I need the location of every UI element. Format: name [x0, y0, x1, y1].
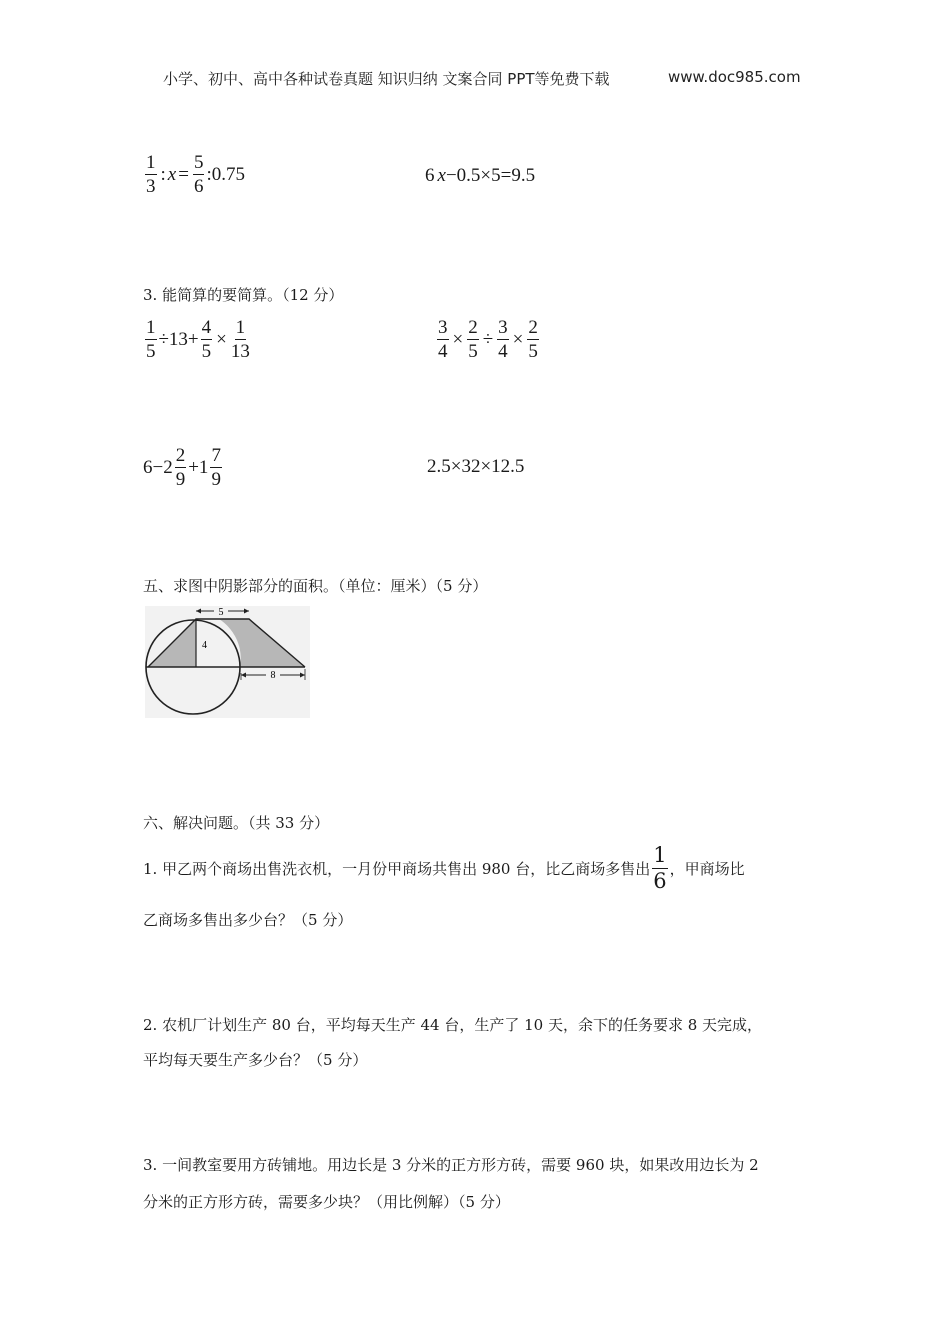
expression-4: 2.5×32×12.5: [427, 456, 525, 477]
fraction: $\frac{7}{9}$: [211, 445, 221, 490]
equation-2: 6 x −0.5×5=9.5: [425, 165, 536, 186]
fraction: $\frac{3}{4}$: [498, 317, 508, 362]
question-2-line-2: 平均每天要生产多少台？（5 分）: [143, 1051, 368, 1069]
height-label: 4: [202, 640, 207, 651]
header-website: www.doc985.com: [668, 68, 801, 86]
question-3-line-1: 3. 一间教室要用方砖铺地。用边长是 3 分米的正方形方砖，需要 960 块，如果改用边长为 2: [143, 1156, 759, 1174]
expression-3: 6−2 $\frac{2}{9}$ +1 $\frac{7}{9}$: [143, 445, 221, 490]
question-1-line-1: 1. 甲乙两个商场出售洗衣机，一月份甲商场共售出 980 台，比乙商场多售出 $\frac{1}{6}$ ，甲商场比: [143, 843, 745, 893]
fraction: $\frac{1}{13}$: [230, 317, 250, 362]
bottom-dimension-label: 8: [270, 670, 276, 681]
fraction: $\frac{3}{4}$: [438, 317, 448, 362]
section-3-title: 3. 能简算的要简算。（12 分）: [143, 286, 344, 304]
question-3-line-2: 分米的正方形方砖，需要多少块？（用比例解）（5 分）: [143, 1193, 510, 1211]
fraction: $\frac{2}{9}$: [175, 445, 186, 490]
fraction: $\frac{2}{5}$: [468, 317, 478, 362]
equation-1: $\frac{1}{3}$ : x = $\frac{5}{6}$ :0.75: [146, 152, 245, 197]
header-left-text: 小学、初中、高中各种试卷真题 知识归纳 文案合同 PPT等免费下载: [163, 70, 610, 88]
fraction: $\frac{4}{5}$: [201, 317, 212, 362]
expression-2: $\frac{3}{4}$ × $\frac{2}{5}$ ÷ $\frac{3}{4}$ × $\frac{2}{5}$: [438, 317, 538, 362]
fraction: $\frac{5}{6}$: [193, 152, 204, 197]
section-6-title: 六、解决问题。（共 33 分）: [143, 814, 330, 832]
question-2-line-1: 2. 农机厂计划生产 80 台，平均每天生产 44 台，生产了 10 天，余下的任务要求 8 天完成，: [143, 1016, 763, 1034]
fraction: $\frac{2}{5}$: [528, 317, 538, 362]
expression-1: $\frac{1}{5}$ ÷13+ $\frac{4}{5}$ × $\frac{1}{13}$: [146, 317, 250, 362]
fraction: $\frac{1}{5}$: [146, 317, 156, 362]
section-5-title: 五、求图中阴影部分的面积。（单位：厘米）（5 分）: [143, 577, 488, 595]
fraction: $\frac{1}{3}$: [146, 152, 156, 197]
shaded-area-figure: [145, 606, 310, 718]
top-dimension-label: 5: [218, 607, 224, 618]
question-1-line-2: 乙商场多售出多少台？（5 分）: [143, 911, 353, 929]
fraction: $\frac{1}{6}$: [653, 843, 667, 893]
